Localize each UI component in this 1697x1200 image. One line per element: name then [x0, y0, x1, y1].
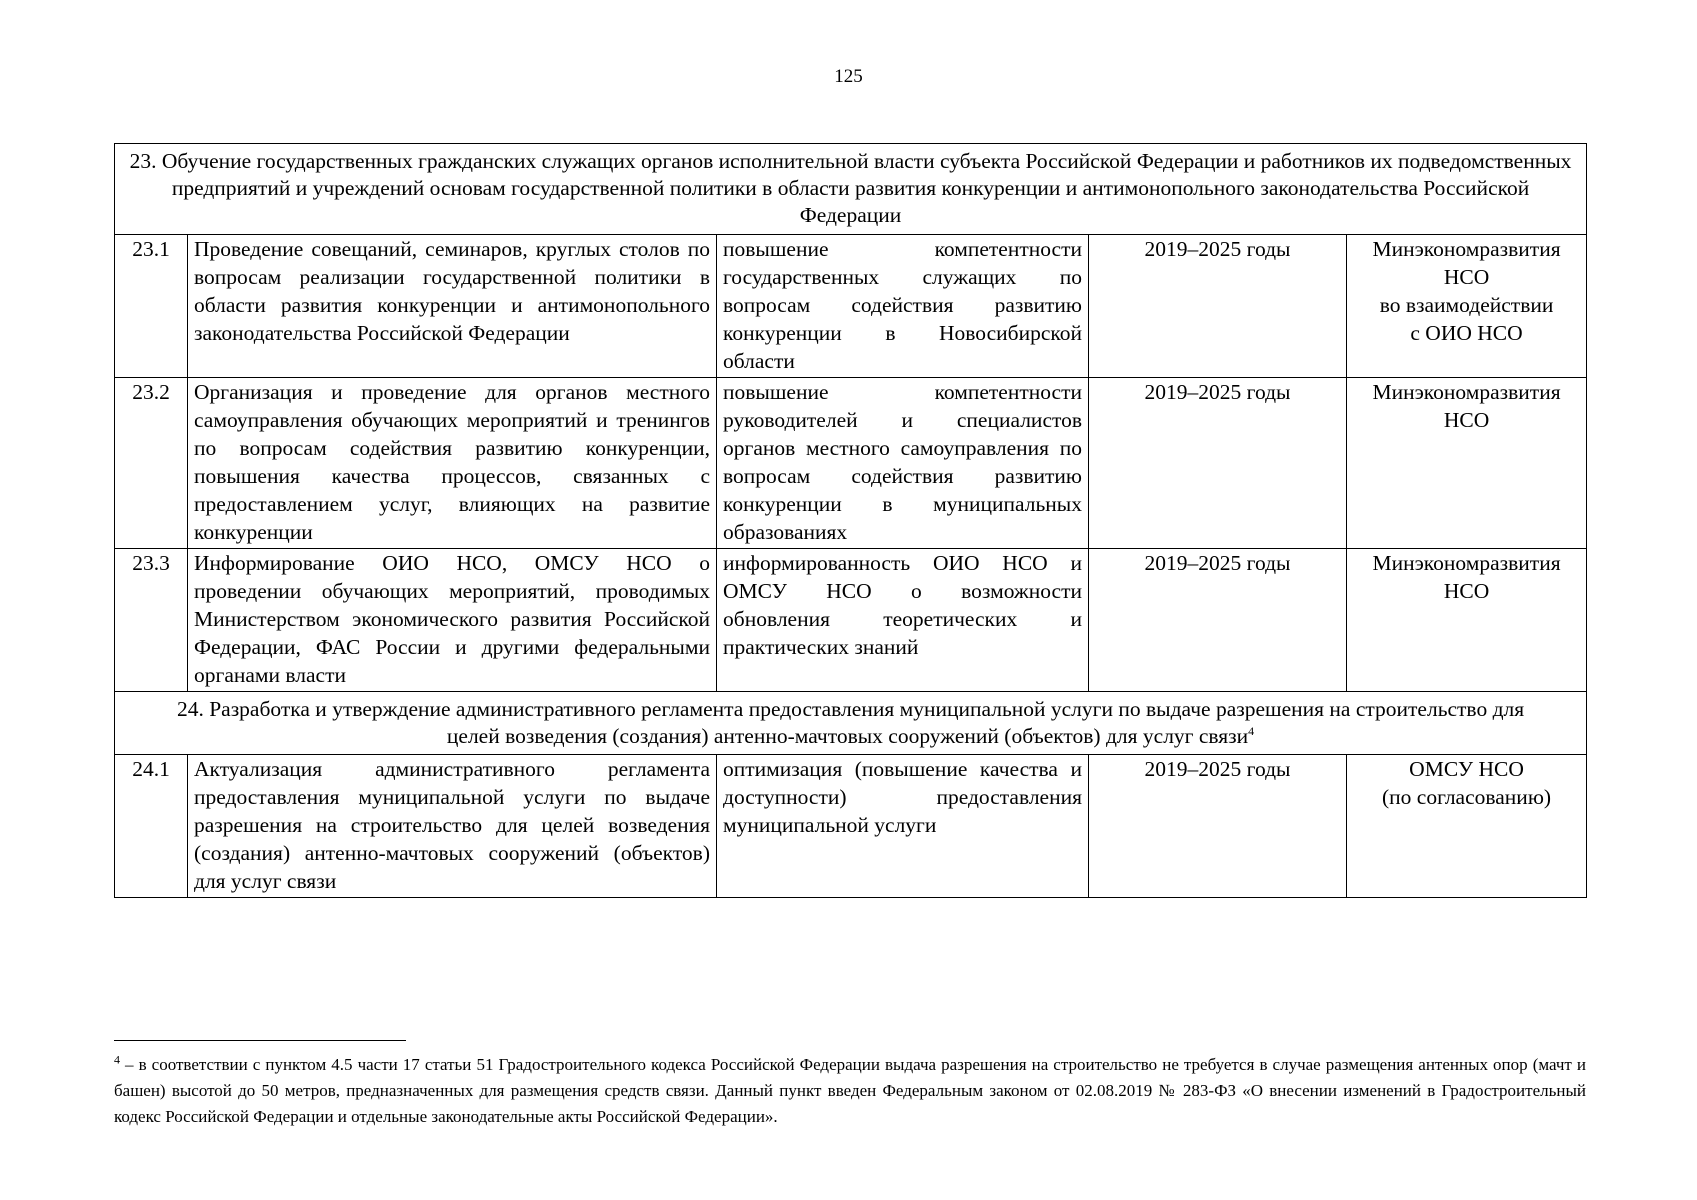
- responsible-executor: [1347, 549, 1587, 692]
- table-row: [115, 235, 1587, 378]
- footnote: [114, 1052, 1586, 1130]
- row-number: 24.1: [115, 755, 188, 898]
- executor-line: (по согласованию): [1382, 785, 1552, 809]
- expected-result: информированность ОИО НСО и ОМСУ НСО о возможности обновления теоретических и практических знаний: [717, 549, 1089, 692]
- executor-line: во взаимодействии: [1379, 293, 1554, 317]
- executor-line: ОМСУ НСО: [1409, 757, 1524, 781]
- section-heading-row: [115, 692, 1587, 755]
- measure-name: Проведение совещаний, семинаров, круглых столов по вопросам реализации государственной политики в области развития конкуренции и антимонопольного законодательства Российской Федерации: [188, 235, 717, 378]
- executor-line: Минэкономразвития НСО: [1372, 237, 1561, 289]
- executor-line: с ОИО НСО: [1410, 321, 1523, 345]
- measure-name: Актуализация административного регламента предоставления муниципальной услуги по выдаче разрешения на строительство для целей возведения (создания) антенно-мачтовых сооружений (объектов) для услуг связи: [188, 755, 717, 898]
- measures-table: [114, 143, 1587, 898]
- implementation-period: 2019–2025 годы: [1089, 755, 1347, 898]
- measure-name: Информирование ОИО НСО, ОМСУ НСО о проведении обучающих мероприятий, проводимых Министерством экономического развития Российской Федерации, ФАС России и другими федеральными органами власти: [188, 549, 717, 692]
- section-heading: [115, 692, 1587, 755]
- section-heading-row: [115, 144, 1587, 235]
- table-row: [115, 549, 1587, 692]
- responsible-executor: [1347, 755, 1587, 898]
- row-number: 23.1: [115, 235, 188, 378]
- section-heading-text: 24. Разработка и утверждение административного регламента предоставления муниципальной услуги по выдаче разрешения на строительство для целей возведения (создания) антенно-мачтовых сооружений (объектов) для услуг связи: [176, 697, 1525, 748]
- executor-line: Минэкономразвития НСО: [1372, 551, 1561, 603]
- responsible-executor: [1347, 235, 1587, 378]
- row-number: 23.2: [115, 378, 188, 549]
- footnote-mark: 4: [114, 1052, 120, 1067]
- expected-result: оптимизация (повышение качества и доступности) предоставления муниципальной услуги: [717, 755, 1089, 898]
- measure-name: Организация и проведение для органов местного самоуправления обучающих мероприятий и тренингов по вопросам содействия развитию конкуренции, повышения качества процессов, связанных с предоставлением услуг, влияющих на развитие конкуренции: [188, 378, 717, 549]
- implementation-period: 2019–2025 годы: [1089, 235, 1347, 378]
- row-number: 23.3: [115, 549, 188, 692]
- footnote-reference: 4: [1248, 723, 1255, 738]
- footnote-separator: [114, 1040, 406, 1041]
- table-row: [115, 378, 1587, 549]
- implementation-period: 2019–2025 годы: [1089, 378, 1347, 549]
- table-row: [115, 755, 1587, 898]
- responsible-executor: [1347, 378, 1587, 549]
- expected-result: повышение компетентности государственных служащих по вопросам содействия развитию конкуренции в Новосибирской области: [717, 235, 1089, 378]
- executor-line: Минэкономразвития НСО: [1372, 380, 1561, 432]
- footnote-text: – в соответствии с пунктом 4.5 части 17 статьи 51 Градостроительного кодекса Российской Федерации выдача разрешения на строительство не требуется в случае размещения антенных опор (мачт и башен) высотой до 50 метров, предназначенных для размещения средств связи. Данный пункт введен Федеральным законом от 02.08.2019 № 283-ФЗ «О внесении изменений в Градостроительный кодекс Российской Федерации и отдельные законодательные акты Российской Федерации».: [114, 1055, 1586, 1126]
- page-number: 125: [834, 66, 863, 87]
- expected-result: повышение компетентности руководителей и специалистов органов местного самоуправления по вопросам содействия развитию конкуренции в муниципальных образованиях: [717, 378, 1089, 549]
- section-heading: 23. Обучение государственных гражданских служащих органов исполнительной власти субъекта Российской Федерации и работников их подведомственных предприятий и учреждений основам государственной политики в области развития конкуренции и антимонопольного законодательства Российской Федерации: [115, 144, 1587, 235]
- implementation-period: 2019–2025 годы: [1089, 549, 1347, 692]
